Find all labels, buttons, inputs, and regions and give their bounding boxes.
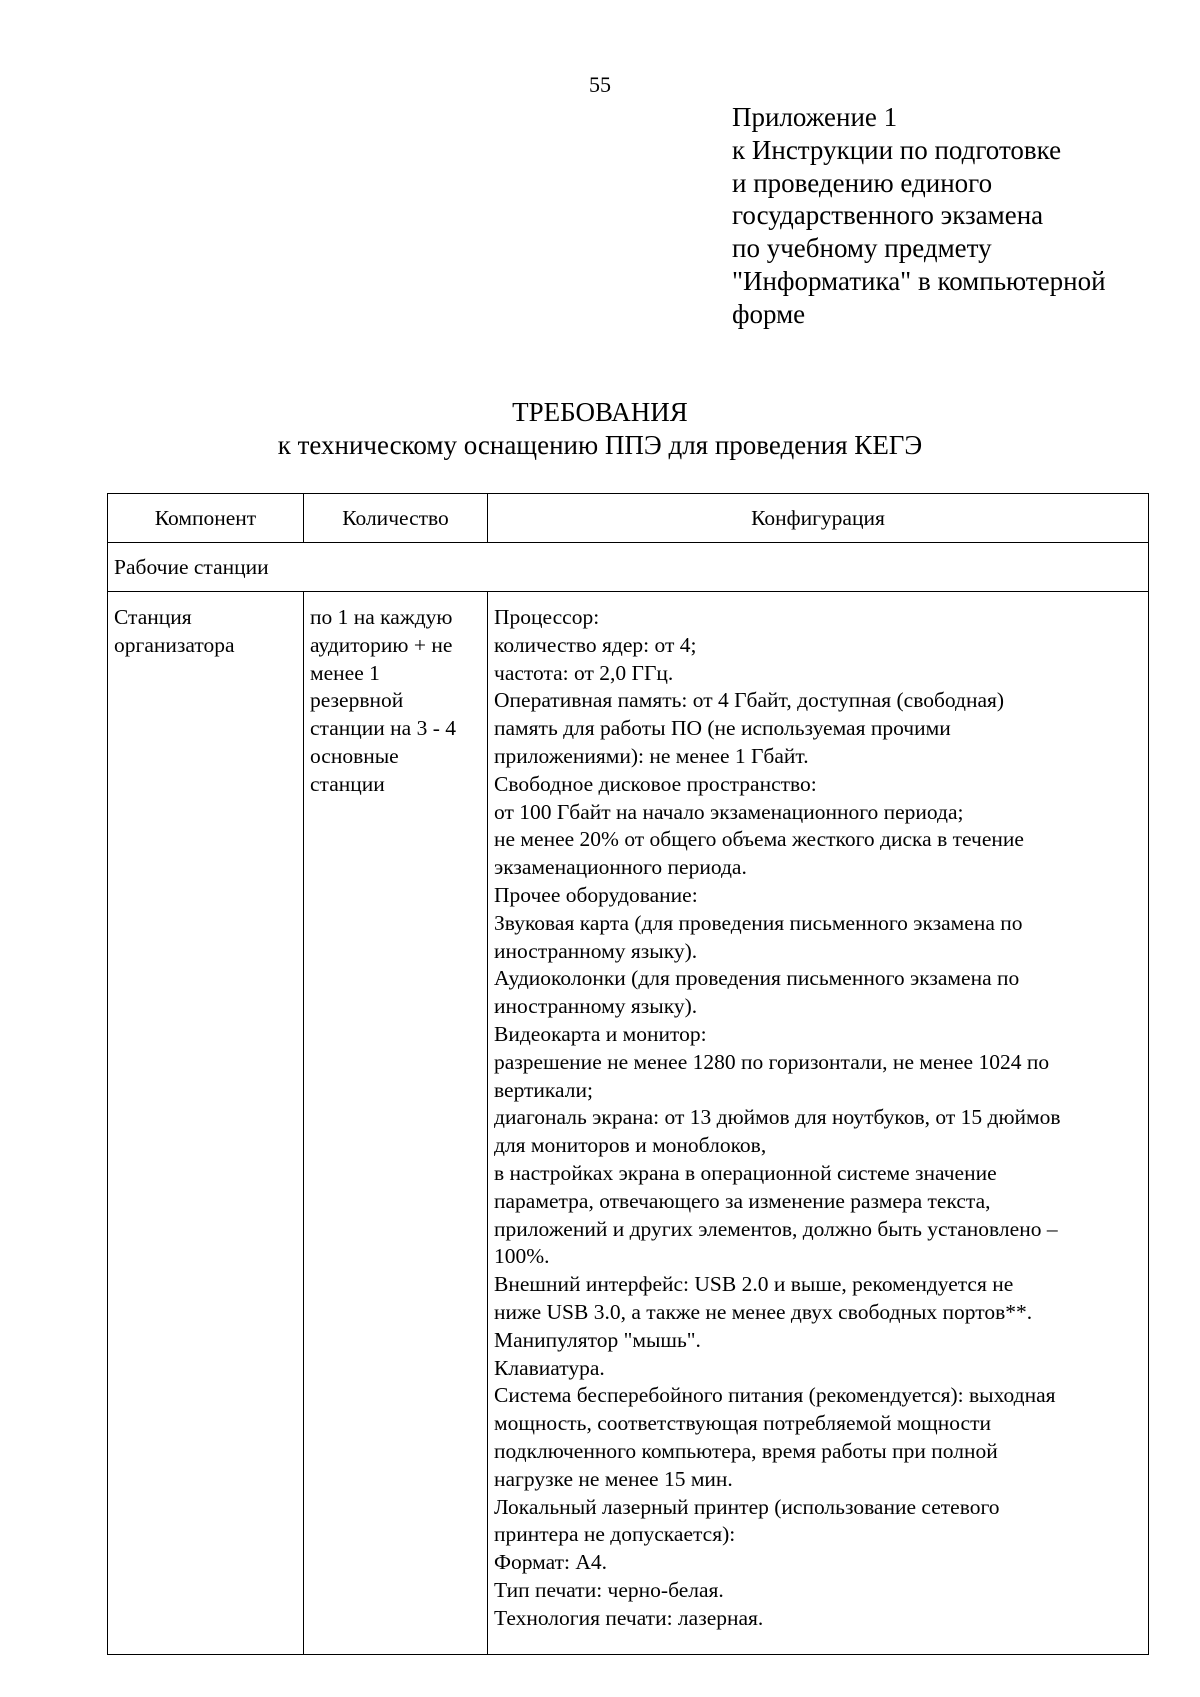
appendix-line: государственного экзамена [732,200,1044,231]
configuration-line: Клавиатура. [494,1355,605,1380]
configuration-line: Прочее оборудование: [494,882,698,907]
document-subtitle: к техническому оснащению ППЭ для проведения КЕГЭ [277,430,923,460]
appendix-block [732,101,1106,331]
configuration-line: подключенного компьютера, время работы при полной [494,1438,998,1463]
configuration-line: Локальный лазерный принтер (использование сетевого [494,1494,1000,1519]
configuration-line: ниже USB 3.0, а также не менее двух свободных портов**. [494,1299,1033,1324]
quantity-line: менее 1 [310,660,380,685]
configuration-line: Звуковая карта (для проведения письменного экзамена по [494,910,1023,935]
component-line: организатора [114,632,235,657]
configuration-line: вертикали; [494,1077,593,1102]
configuration-line: Система бесперебойного питания (рекомендуется): выходная [494,1383,1056,1408]
configuration-line: нагрузке не менее 15 мин. [494,1466,733,1491]
configuration-line: частота: от 2,0 ГГц. [494,660,674,685]
section-row [108,543,1149,592]
configuration-cell [488,592,1149,1655]
configuration-line: количество ядер: от 4; [494,632,697,657]
configuration-line: Видеокарта и монитор: [494,1021,707,1046]
configuration-line: мощность, соответствующая потребляемой мощности [494,1411,991,1436]
configuration-line: Оперативная память: от 4 Гбайт, доступная (свободная) [494,688,1005,713]
quantity-line: основные [310,743,399,768]
configuration-line: от 100 Гбайт на начало экзаменационного периода; [494,799,964,824]
configuration-line: в настройках экрана в операционной системе значение [494,1160,997,1185]
configuration-line: Тип печати: черно-белая. [494,1577,724,1602]
configuration-line: Процессор: [494,605,600,629]
configuration-line: иностранному языку). [494,994,698,1019]
page-number: 55 [589,72,611,97]
document-title: ТРЕБОВАНИЯ [512,397,688,427]
requirements-table [107,493,1149,1655]
quantity-line: по 1 на каждую [310,605,453,629]
configuration-line: Технология печати: лазерная. [494,1605,764,1630]
quantity-cell [304,592,488,1655]
configuration-line: Свободное дисковое пространство: [494,771,817,796]
appendix-line: и проведению единого [732,167,993,198]
configuration-line: иностранному языку). [494,938,698,963]
section-title: Рабочие станции [108,543,1149,592]
quantity-line: резервной [310,688,404,713]
quantity-line: станции на 3 - 4 [310,716,456,741]
configuration-line: приложений и других элементов, должно быть установлено – [494,1216,1058,1241]
configuration-line: Формат: А4. [494,1550,608,1575]
header-quantity: Количество [304,494,488,543]
configuration-line: Внешний интерфейс: USB 2.0 и выше, рекомендуется не [494,1272,1014,1297]
appendix-line: по учебному предмету [732,233,992,264]
configuration-line: приложениями): не менее 1 Гбайт. [494,743,809,768]
configuration-line: память для работы ПО (не используемая прочими [494,716,951,741]
configuration-line: 100%. [494,1244,550,1269]
header-configuration: Конфигурация [488,494,1149,543]
quantity-line: станции [310,771,385,796]
configuration-line: для мониторов и моноблоков, [494,1133,767,1158]
component-cell [108,592,304,1655]
header-component: Компонент [108,494,304,543]
configuration-line: принтера не допускается): [494,1522,736,1547]
table-header-row [108,494,1149,543]
configuration-line: параметра, отвечающего за изменение размера текста, [494,1188,991,1213]
configuration-line: Манипулятор "мышь". [494,1327,701,1352]
table-row [108,592,1149,1655]
configuration-line: разрешение не менее 1280 по горизонтали, не менее 1024 по [494,1049,1050,1074]
appendix-line: "Информатика" в компьютерной [732,265,1106,296]
configuration-line: не менее 20% от общего объема жесткого диска в течение [494,827,1024,852]
component-line: Станция [114,605,192,629]
document-title-block [0,396,1200,462]
appendix-line: форме [732,298,806,329]
configuration-line: диагональ экрана: от 13 дюймов для ноутбуков, от 15 дюймов [494,1105,1061,1130]
appendix-line: к Инструкции по подготовке [732,134,1062,165]
quantity-line: аудиторию + не [310,632,453,657]
configuration-line: Аудиоколонки (для проведения письменного экзамена по [494,966,1020,991]
configuration-line: экзаменационного периода. [494,855,747,880]
appendix-line: Приложение 1 [732,102,898,132]
